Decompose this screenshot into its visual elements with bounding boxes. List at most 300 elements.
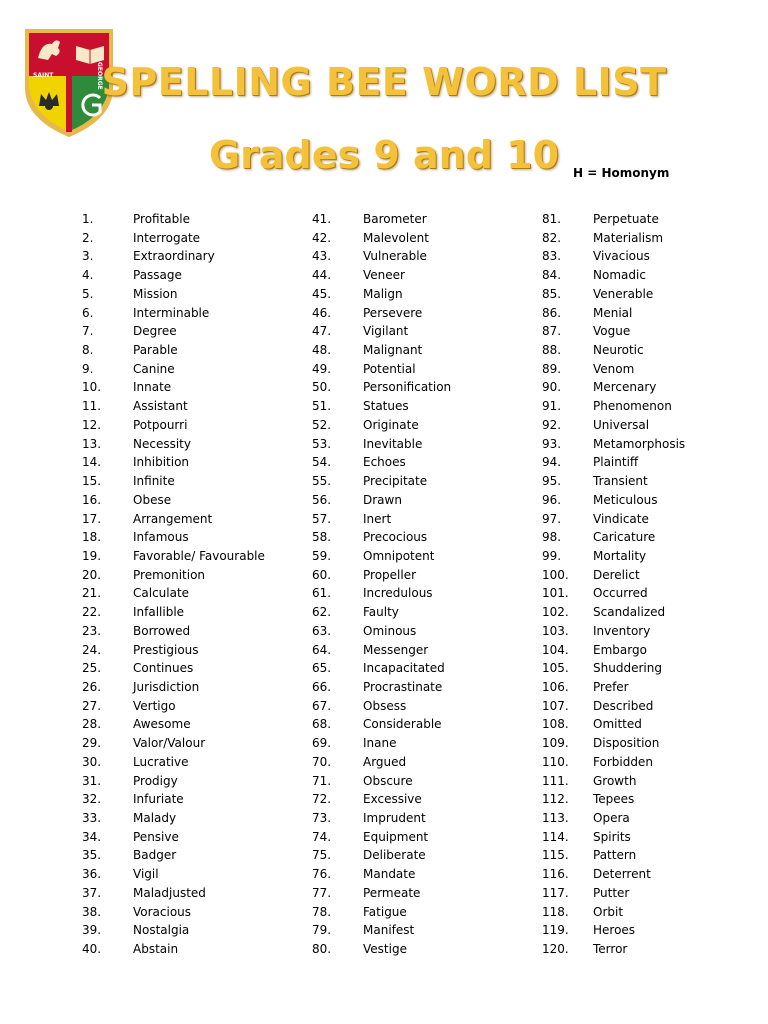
word-list-item [542, 903, 768, 922]
word-list-item [542, 921, 768, 940]
word-number: 110. [542, 754, 569, 769]
word-number: 42. [312, 230, 332, 245]
word-number: 98. [542, 530, 562, 545]
word-list-item [542, 734, 768, 753]
word-list-item [312, 584, 542, 603]
spelling-word: Nostalgia [133, 923, 190, 938]
word-number: 64. [312, 642, 332, 657]
word-number: 62. [312, 605, 332, 620]
word-list-item [542, 622, 768, 641]
word-number: 50. [312, 380, 332, 395]
word-number: 44. [312, 268, 332, 283]
word-number: 77. [312, 885, 332, 900]
word-list-item [312, 734, 542, 753]
word-list-item [542, 510, 768, 529]
spelling-word: Assistant [133, 399, 188, 414]
word-number: 9. [82, 361, 94, 376]
spelling-word: Obese [133, 492, 172, 507]
word-number: 48. [312, 343, 332, 358]
word-number: 94. [542, 455, 562, 470]
spelling-word: Messenger [363, 642, 429, 657]
word-number: 100. [542, 567, 569, 582]
spelling-word: Badger [133, 848, 177, 863]
spelling-word: Plaintiff [593, 455, 639, 470]
spelling-word: Personification [363, 380, 452, 395]
spelling-word: Permeate [363, 885, 421, 900]
word-list-item [542, 229, 768, 248]
word-list-item [542, 453, 768, 472]
spelling-word: Procrastinate [363, 679, 443, 694]
spelling-word: Malignant [363, 343, 423, 358]
spelling-word: Inane [363, 736, 397, 751]
word-number: 119. [542, 923, 569, 938]
word-list-item [542, 584, 768, 603]
spelling-word: Heroes [593, 923, 636, 938]
word-number: 82. [542, 230, 562, 245]
spelling-word: Infamous [133, 530, 189, 545]
word-number: 29. [82, 736, 102, 751]
spelling-word: Borrowed [133, 623, 191, 638]
word-number: 11. [82, 399, 102, 414]
spelling-word: Omitted [593, 717, 642, 732]
word-list-item [542, 603, 768, 622]
word-list-item [82, 772, 312, 791]
spelling-word: Potpourri [133, 417, 188, 432]
word-number: 46. [312, 305, 332, 320]
word-number: 93. [542, 436, 562, 451]
spelling-word: Manifest [363, 923, 415, 938]
spelling-word: Embargo [593, 642, 647, 657]
word-number: 49. [312, 361, 332, 376]
word-number: 91. [542, 399, 562, 414]
spelling-word: Malady [133, 811, 177, 825]
word-list-item [312, 472, 542, 491]
word-number: 25. [82, 661, 102, 676]
spelling-word: Originate [363, 417, 419, 432]
word-number: 120. [542, 942, 569, 957]
word-number: 87. [542, 324, 562, 339]
spelling-word: Excessive [363, 792, 422, 807]
word-number: 114. [542, 829, 569, 844]
word-list-item [542, 547, 768, 566]
spelling-word: Transient [593, 474, 648, 489]
word-list-item [312, 285, 542, 304]
word-number: 45. [312, 286, 332, 301]
word-list-item [82, 715, 312, 734]
spelling-word: Venerable [593, 286, 654, 301]
word-number: 52. [312, 417, 332, 432]
word-number: 60. [312, 567, 332, 582]
word-list-item [312, 940, 542, 959]
spelling-word: Considerable [363, 717, 442, 732]
spelling-word: Growth [593, 773, 637, 788]
spelling-word: Opera [593, 811, 630, 825]
word-list-item [312, 510, 542, 529]
spelling-word: Mission [133, 286, 178, 301]
spelling-word: Vulnerable [363, 249, 427, 264]
word-list-item [312, 903, 542, 922]
word-list-item [82, 603, 312, 622]
word-list-item [82, 846, 312, 865]
spelling-word: Passage [133, 268, 182, 283]
word-list-item [542, 846, 768, 865]
word-number: 70. [312, 754, 332, 769]
word-number: 65. [312, 661, 332, 676]
word-list-item [542, 322, 768, 341]
spelling-word: Neurotic [593, 343, 644, 358]
spelling-word: Voracious [133, 904, 192, 919]
word-number: 101. [542, 586, 569, 601]
word-list-item [312, 641, 542, 660]
spelling-word: Vogue [593, 324, 631, 339]
word-list-item [312, 884, 542, 903]
word-list-item [312, 304, 542, 323]
word-list-item [82, 416, 312, 435]
spelling-word: Extraordinary [133, 249, 215, 264]
word-list-item [312, 772, 542, 791]
word-list-item [542, 491, 768, 510]
spelling-word: Venom [593, 361, 635, 376]
word-list-item [82, 584, 312, 603]
spelling-word: Profitable [133, 212, 190, 226]
word-number: 32. [82, 792, 102, 807]
word-number: 75. [312, 848, 332, 863]
word-list-item [542, 828, 768, 847]
word-list-item [82, 659, 312, 678]
word-number: 31. [82, 773, 102, 788]
word-list-item [82, 322, 312, 341]
word-list-item [542, 790, 768, 809]
word-list-item [312, 622, 542, 641]
word-number: 73. [312, 811, 332, 825]
word-list-item [312, 921, 542, 940]
word-number: 55. [312, 474, 332, 489]
word-number: 15. [82, 474, 102, 489]
word-list-item [82, 678, 312, 697]
word-number: 69. [312, 736, 332, 751]
spelling-word: Pensive [133, 829, 179, 844]
word-column-3 [542, 210, 768, 959]
word-number: 41. [312, 212, 332, 226]
word-number: 96. [542, 492, 562, 507]
word-number: 108. [542, 717, 569, 732]
crest-word-george: GEORGE [96, 62, 103, 90]
word-list-item [82, 528, 312, 547]
spelling-word: Valor/Valour [133, 736, 206, 751]
spelling-word: Vigilant [363, 324, 409, 339]
word-number: 80. [312, 942, 332, 957]
word-number: 63. [312, 623, 332, 638]
word-number: 28. [82, 717, 102, 732]
word-number: 58. [312, 530, 332, 545]
word-list-item [82, 641, 312, 660]
spelling-word: Infallible [133, 605, 185, 620]
word-list-item [312, 828, 542, 847]
spelling-word: Caricature [593, 530, 656, 545]
word-number: 84. [542, 268, 562, 283]
word-list-item [82, 472, 312, 491]
spelling-word: Malevolent [363, 230, 429, 245]
spelling-word: Abstain [133, 942, 179, 957]
spelling-word: Canine [133, 361, 175, 376]
word-list-item [82, 210, 312, 229]
word-list-item [542, 285, 768, 304]
word-number: 24. [82, 642, 102, 657]
word-number: 71. [312, 773, 332, 788]
page-subtitle: Grades 9 and 10 [208, 133, 560, 177]
word-number: 67. [312, 698, 332, 713]
word-list-item [82, 697, 312, 716]
spelling-word: Metamorphosis [593, 436, 686, 451]
word-number: 95. [542, 474, 562, 489]
spelling-word: Imprudent [363, 811, 426, 825]
word-list-item [542, 715, 768, 734]
word-number: 74. [312, 829, 332, 844]
spelling-word: Parable [133, 343, 178, 358]
word-number: 47. [312, 324, 332, 339]
word-number: 118. [542, 904, 569, 919]
word-number: 83. [542, 249, 562, 264]
word-list-item [312, 378, 542, 397]
word-list-item [82, 547, 312, 566]
word-number: 16. [82, 492, 102, 507]
word-list-item [312, 528, 542, 547]
word-number: 97. [542, 511, 562, 526]
spelling-word: Vigil [133, 867, 159, 882]
word-number: 113. [542, 811, 569, 825]
word-list-item [82, 341, 312, 360]
word-list-item [542, 678, 768, 697]
word-number: 78. [312, 904, 332, 919]
word-column-1 [82, 210, 312, 959]
word-list-item [312, 790, 542, 809]
spelling-word: Inhibition [133, 455, 190, 470]
word-list-item [82, 491, 312, 510]
word-list-item [542, 884, 768, 903]
spelling-word: Meticulous [593, 492, 658, 507]
word-list-item [312, 229, 542, 248]
word-number: 61. [312, 586, 332, 601]
word-list-item [542, 641, 768, 660]
spelling-word: Inevitable [363, 436, 423, 451]
spelling-word: Mandate [363, 867, 416, 882]
spelling-word: Vertigo [133, 698, 176, 713]
spelling-word: Favorable/ Favourable [133, 548, 265, 563]
spelling-word: Necessity [133, 436, 191, 451]
spelling-word: Calculate [133, 586, 190, 601]
word-list-item [312, 846, 542, 865]
spelling-word: Described [593, 698, 654, 713]
word-list-item [82, 266, 312, 285]
spelling-word: Faulty [363, 605, 399, 620]
word-list-item [82, 378, 312, 397]
word-list-item [82, 865, 312, 884]
word-list-item [82, 921, 312, 940]
word-number: 18. [82, 530, 102, 545]
word-number: 27. [82, 698, 102, 713]
spelling-word: Arrangement [133, 511, 213, 526]
spelling-word: Maladjusted [133, 885, 206, 900]
word-list-item [82, 903, 312, 922]
word-number: 17. [82, 511, 102, 526]
word-list-item [312, 715, 542, 734]
word-number: 33. [82, 811, 102, 825]
word-number: 76. [312, 867, 332, 882]
word-list-item [82, 229, 312, 248]
word-number: 21. [82, 586, 102, 601]
word-list-item [542, 266, 768, 285]
word-number: 79. [312, 923, 332, 938]
word-list-item [542, 566, 768, 585]
spelling-word: Interrogate [133, 230, 201, 245]
spelling-word: Mortality [593, 548, 647, 563]
spelling-word: Echoes [363, 455, 406, 470]
word-list-item [542, 360, 768, 379]
word-list-item [542, 435, 768, 454]
spelling-word: Infinite [133, 474, 175, 489]
spelling-word: Vindicate [593, 511, 649, 526]
word-list-item [542, 472, 768, 491]
crest-word-saint: SAINT [33, 72, 54, 79]
spelling-word: Vestige [363, 942, 407, 957]
word-number: 107. [542, 698, 569, 713]
word-list-item [312, 697, 542, 716]
spelling-word: Awesome [133, 717, 191, 732]
word-number: 40. [82, 942, 102, 957]
word-list-item [542, 378, 768, 397]
word-list-item [82, 435, 312, 454]
word-number: 72. [312, 792, 332, 807]
word-number: 106. [542, 679, 569, 694]
word-list-item [82, 566, 312, 585]
spelling-word: Occurred [593, 586, 648, 601]
spelling-word: Deterrent [593, 867, 651, 882]
word-list-item [312, 435, 542, 454]
spelling-word: Inert [363, 511, 392, 526]
spelling-word: Drawn [363, 492, 402, 507]
word-number: 89. [542, 361, 562, 376]
word-number: 22. [82, 605, 102, 620]
word-list-item [312, 266, 542, 285]
spelling-word: Disposition [593, 736, 660, 751]
word-list-item [542, 528, 768, 547]
word-list-item [312, 360, 542, 379]
spelling-word: Shuddering [593, 661, 662, 676]
word-number: 23. [82, 623, 102, 638]
word-number: 81. [542, 212, 562, 226]
word-number: 104. [542, 642, 569, 657]
homonym-legend: H = Homonym [573, 166, 670, 180]
word-list-item [82, 285, 312, 304]
spelling-word: Putter [593, 885, 630, 900]
word-number: 37. [82, 885, 102, 900]
spelling-word: Premonition [133, 567, 206, 582]
word-number: 85. [542, 286, 562, 301]
spelling-word: Tepees [593, 792, 635, 807]
word-list-item [542, 659, 768, 678]
word-number: 53. [312, 436, 332, 451]
word-number: 1. [82, 212, 94, 226]
word-list-item [82, 884, 312, 903]
spelling-word: Precipitate [363, 474, 428, 489]
word-list-item [542, 865, 768, 884]
word-list-item [542, 940, 768, 959]
word-number: 116. [542, 867, 569, 882]
spelling-word: Precocious [363, 530, 428, 545]
word-list-item [312, 809, 542, 828]
word-number: 112. [542, 792, 569, 807]
word-list-item [312, 397, 542, 416]
spelling-word: Continues [133, 661, 194, 676]
spelling-word: Jurisdiction [133, 679, 200, 694]
spelling-word: Infuriate [133, 792, 184, 807]
spelling-word: Statues [363, 399, 409, 414]
word-number: 43. [312, 249, 332, 264]
word-number: 14. [82, 455, 102, 470]
word-list-item [542, 416, 768, 435]
word-number: 51. [312, 399, 332, 414]
word-number: 30. [82, 754, 102, 769]
word-list-item [542, 397, 768, 416]
word-number: 59. [312, 548, 332, 563]
word-number: 10. [82, 380, 102, 395]
word-number: 4. [82, 268, 94, 283]
spelling-word: Nomadic [593, 268, 646, 283]
word-number: 92. [542, 417, 562, 432]
word-list-item [542, 697, 768, 716]
spelling-word: Inventory [593, 623, 651, 638]
spelling-word: Perpetuate [593, 212, 659, 226]
word-number: 56. [312, 492, 332, 507]
word-list-item [82, 510, 312, 529]
word-column-2 [312, 210, 542, 959]
word-list-item [312, 566, 542, 585]
spelling-word: Terror [593, 942, 628, 957]
word-list-item [542, 753, 768, 772]
spelling-word: Orbit [593, 904, 624, 919]
word-number: 26. [82, 679, 102, 694]
word-number: 38. [82, 904, 102, 919]
spelling-word: Lucrative [133, 754, 189, 769]
word-number: 2. [82, 230, 94, 245]
spelling-word: Malign [363, 286, 403, 301]
word-number: 103. [542, 623, 569, 638]
word-list-item [82, 790, 312, 809]
word-number: 36. [82, 867, 102, 882]
word-number: 8. [82, 343, 94, 358]
word-number: 6. [82, 305, 94, 320]
word-number: 20. [82, 567, 102, 582]
spelling-word: Barometer [363, 212, 427, 226]
spelling-word: Prestigious [133, 642, 199, 657]
word-list-item [82, 734, 312, 753]
word-number: 109. [542, 736, 569, 751]
spelling-word: Materialism [593, 230, 664, 245]
word-list-item [82, 304, 312, 323]
word-number: 3. [82, 249, 94, 264]
word-list-item [312, 341, 542, 360]
word-list-item [312, 865, 542, 884]
spelling-word: Scandalized [593, 605, 666, 620]
word-number: 35. [82, 848, 102, 863]
word-list-item [312, 416, 542, 435]
word-list-item [312, 678, 542, 697]
word-list-item [312, 210, 542, 229]
word-list-item [82, 828, 312, 847]
word-number: 66. [312, 679, 332, 694]
word-number: 90. [542, 380, 562, 395]
page-title: SPELLING BEE WORD LIST [101, 60, 667, 104]
